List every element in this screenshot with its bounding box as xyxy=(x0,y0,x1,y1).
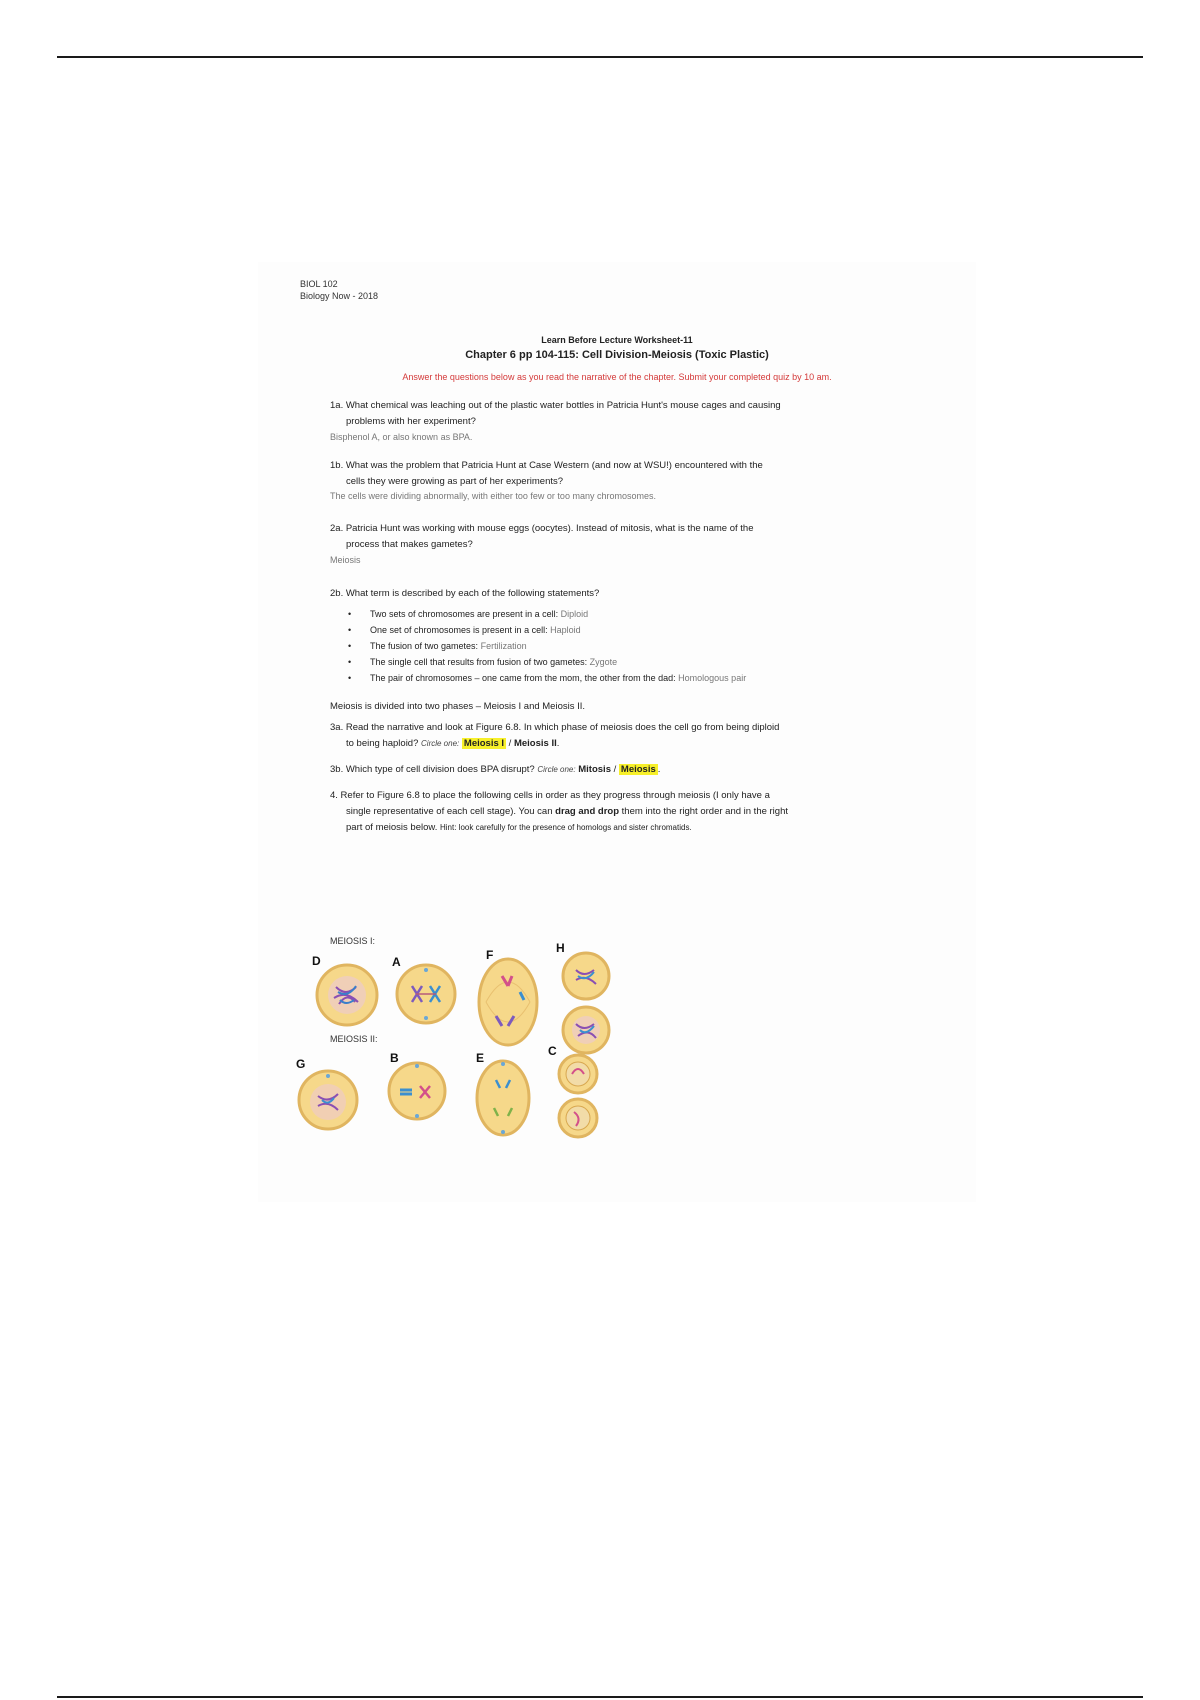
option-meiosis-1[interactable]: Meiosis I xyxy=(463,738,505,749)
term-answer[interactable]: Diploid xyxy=(560,609,589,619)
question-3a-line2: to being haploid? xyxy=(346,738,419,749)
list-item xyxy=(348,622,746,638)
answer-2a[interactable]: Meiosis xyxy=(330,555,361,565)
cell-letter-h: H xyxy=(556,941,565,955)
cell-letter-b: B xyxy=(390,1051,399,1065)
worksheet-title: Learn Before Lecture Worksheet-11 xyxy=(541,335,693,345)
question-2b: 2b. What term is described by each of the following statements? xyxy=(330,588,600,599)
cell-d-image[interactable] xyxy=(314,962,380,1028)
question-1a-line1: 1a. What chemical was leaching out of the plastic water bottles in Patricia Hunt's mouse cages and causing xyxy=(330,400,781,411)
bottom-rule xyxy=(57,1696,1143,1698)
question-1a xyxy=(330,398,930,430)
cell-letter-d: D xyxy=(312,954,321,968)
term-list xyxy=(348,606,746,686)
question-4 xyxy=(330,788,950,836)
question-4-line3: part of meiosis below. xyxy=(346,822,438,833)
meiosis-2-label: MEIOSIS II: xyxy=(330,1034,378,1044)
cell-g-image[interactable] xyxy=(296,1068,360,1132)
end-period: . xyxy=(657,764,661,775)
cell-letter-c: C xyxy=(548,1044,557,1058)
answer-1a[interactable]: Bisphenol A, or also known as BPA. xyxy=(330,432,473,442)
term-statement: One set of chromosomes is present in a cell: xyxy=(370,625,548,635)
end-period: . xyxy=(556,738,560,749)
circle-one-label: Circle one: xyxy=(537,765,576,774)
option-meiosis[interactable]: Meiosis xyxy=(620,764,656,775)
hint-text: Hint: look carefully for the presence of homologs and sister chromatids. xyxy=(440,823,692,832)
term-statement: The pair of chromosomes – one came from the mom, the other from the dad: xyxy=(370,673,676,683)
circle-one-label: Circle one: xyxy=(421,739,460,748)
term-statement: The fusion of two gametes: xyxy=(370,641,479,651)
question-2a-line2: process that makes gametes? xyxy=(346,539,473,550)
worksheet-page xyxy=(258,262,976,1202)
course-code: BIOL 102 xyxy=(300,279,338,289)
question-1b xyxy=(330,458,930,490)
question-4-line2: single representative of each cell stage). You can xyxy=(346,806,553,817)
cell-c-bottom-image[interactable] xyxy=(556,1096,600,1140)
question-4-line2b: them into the right order and in the right xyxy=(621,806,789,817)
meiosis-note: Meiosis is divided into two phases – Meiosis I and Meiosis II. xyxy=(330,701,586,712)
chapter-title: Chapter 6 pp 104-115: Cell Division-Meiosis (Toxic Plastic) xyxy=(465,349,769,361)
question-3b-text: 3b. Which type of cell division does BPA disrupt? xyxy=(330,764,535,775)
question-1a-line2: problems with her experiment? xyxy=(346,416,476,427)
option-meiosis-2[interactable]: Meiosis II xyxy=(513,738,557,749)
question-4-line1: 4. Refer to Figure 6.8 to place the following cells in order as they progress through meiosis (I only have a xyxy=(330,790,770,801)
list-item xyxy=(348,606,746,622)
option-mitosis[interactable]: Mitosis xyxy=(578,764,611,775)
term-statement: The single cell that results from fusion of two gametes: xyxy=(370,657,588,667)
cell-letter-g: G xyxy=(296,1057,306,1071)
term-answer[interactable]: Zygote xyxy=(589,657,618,667)
term-statement: Two sets of chromosomes are present in a cell: xyxy=(370,609,559,619)
term-answer[interactable]: Haploid xyxy=(550,625,581,635)
cell-letter-f: F xyxy=(486,948,494,962)
question-1b-line2: cells they were growing as part of her experiments? xyxy=(346,476,564,487)
drag-drop-phrase: drag and drop xyxy=(555,806,620,817)
cell-c-top-image[interactable] xyxy=(556,1052,600,1096)
term-answer[interactable]: Homologous pair xyxy=(678,673,747,683)
question-3a xyxy=(330,720,930,752)
cell-letter-a: A xyxy=(392,955,401,969)
top-rule xyxy=(57,56,1143,58)
question-2a xyxy=(330,521,930,553)
question-1b-line1: 1b. What was the problem that Patricia Hunt at Case Western (and now at WSU!) encountered with the xyxy=(330,460,763,471)
question-2a-line1: 2a. Patricia Hunt was working with mouse eggs (oocytes). Instead of mitosis, what is the name of the xyxy=(330,523,754,534)
meiosis-1-label: MEIOSIS I: xyxy=(330,936,376,946)
cell-e-image[interactable] xyxy=(474,1058,532,1138)
book-title: Biology Now - 2018 xyxy=(300,291,379,301)
list-item xyxy=(348,654,746,670)
cell-letter-e: E xyxy=(476,1051,485,1065)
instructions: Answer the questions below as you read the narrative of the chapter. Submit your completed quiz by 10 am. xyxy=(402,372,832,382)
cell-a-image[interactable] xyxy=(394,962,458,1026)
list-item xyxy=(348,670,746,686)
cell-f-image[interactable] xyxy=(476,956,540,1048)
option-separator: / xyxy=(508,738,512,749)
cell-h-top-image[interactable] xyxy=(560,950,612,1002)
list-item xyxy=(348,638,746,654)
answer-1b[interactable]: The cells were dividing abnormally, with either too few or too many chromosomes. xyxy=(330,491,656,501)
option-separator: / xyxy=(613,764,617,775)
cell-h-bottom-image[interactable] xyxy=(560,1004,612,1056)
question-3a-line1: 3a. Read the narrative and look at Figure 6.8. In which phase of meiosis does the cell go from being diploid xyxy=(330,722,780,733)
question-3b xyxy=(330,762,930,778)
cell-b-image[interactable] xyxy=(386,1060,448,1122)
term-answer[interactable]: Fertilization xyxy=(480,641,527,651)
